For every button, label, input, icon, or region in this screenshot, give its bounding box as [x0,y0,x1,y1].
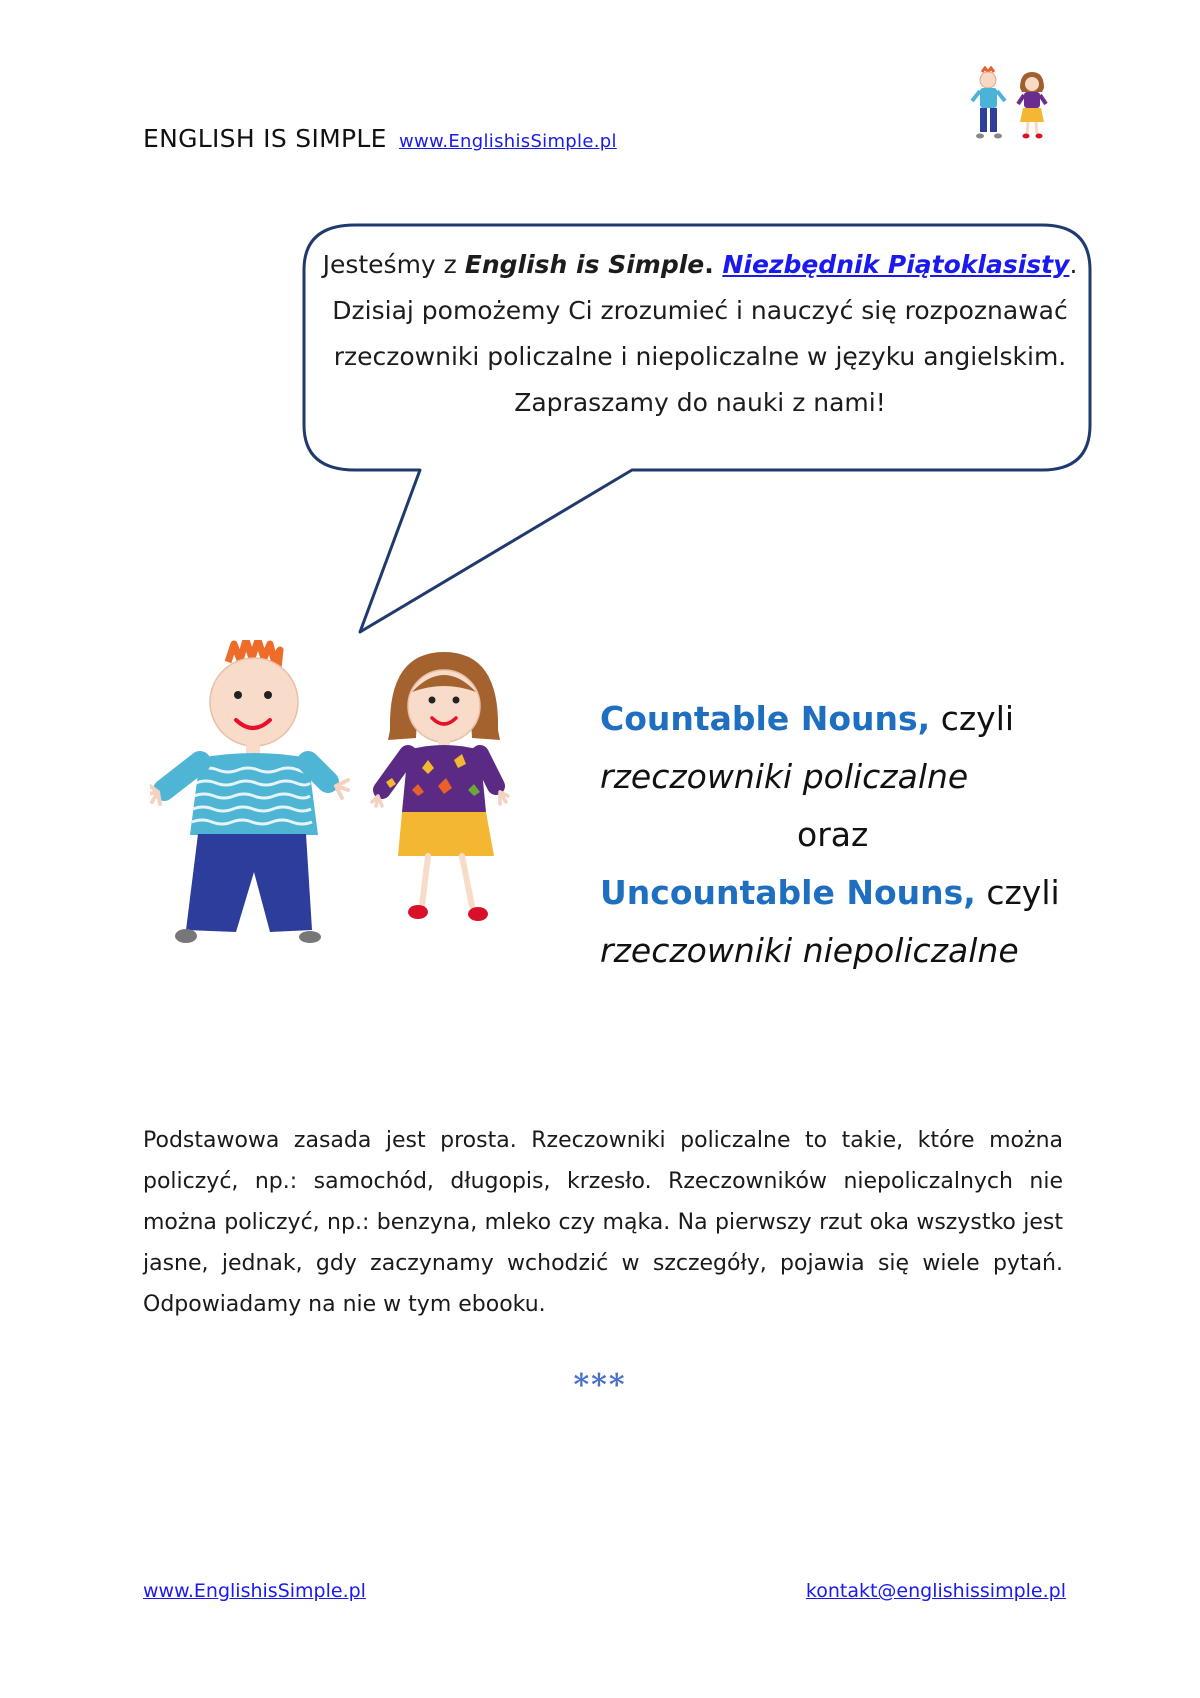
header-title: ENGLISH IS SIMPLE [143,124,387,153]
bubble-intro: Jesteśmy z [322,250,465,279]
bubble-product-link[interactable]: Niezbędnik Piątoklasisty [722,250,1070,279]
czyli-label-2: czyli [975,873,1060,912]
countable-term: Countable Nouns [600,699,918,738]
header-site-link[interactable]: www.EnglishisSimple.pl [398,131,617,152]
bubble-body-text: Dzisiaj pomożemy Ci zrozumieć i nauczyć się rozpoznawać rzeczowniki policzalne i niepoliczalne w języku angielskim. Zapraszamy do nauki z nami! [332,296,1068,417]
footer-site-link[interactable]: www.EnglishisSimple.pl [143,1580,366,1602]
intro-paragraph: Podstawowa zasada jest prosta. Rzeczowniki policzalne to takie, które można policzyć, np.: samochód, długopis, krzesło. Rzeczowników niepoliczalnych nie można policzyć, np.: benzyna, mleko czy mąka. Na pierwszy rzut oka wszystko jest jasne, jednak, gdy zaczynamy wchodzić w szczegóły, pojawia się wiele pytań. Odpowiadamy na nie w tym ebooku. [143,1128,1063,1317]
section-separator: *** [573,1368,627,1403]
kids-illustration [150,640,550,990]
czyli-label-1: czyli [930,699,1015,738]
speech-bubble-text [310,242,1090,426]
oraz-label: oraz [797,815,869,854]
uncountable-comma: , [963,873,976,912]
bubble-brand: English is Simple [464,250,705,279]
countable-comma: , [917,699,931,738]
countable-line [600,690,1120,748]
girl-figure [372,652,508,921]
bubble-dot: . [704,250,723,279]
countable-polish: rzeczowniki policzalne [600,757,969,796]
boy-figure [150,640,348,943]
uncountable-polish: rzeczowniki niepoliczalne [600,931,1019,970]
bubble-end-dot: . [1069,250,1078,279]
footer-email-link[interactable]: kontakt@englishissimple.pl [805,1580,1066,1602]
uncountable-line [600,864,1120,922]
uncountable-term: Uncountable Nouns [600,873,964,912]
nouns-heading [600,690,1120,980]
